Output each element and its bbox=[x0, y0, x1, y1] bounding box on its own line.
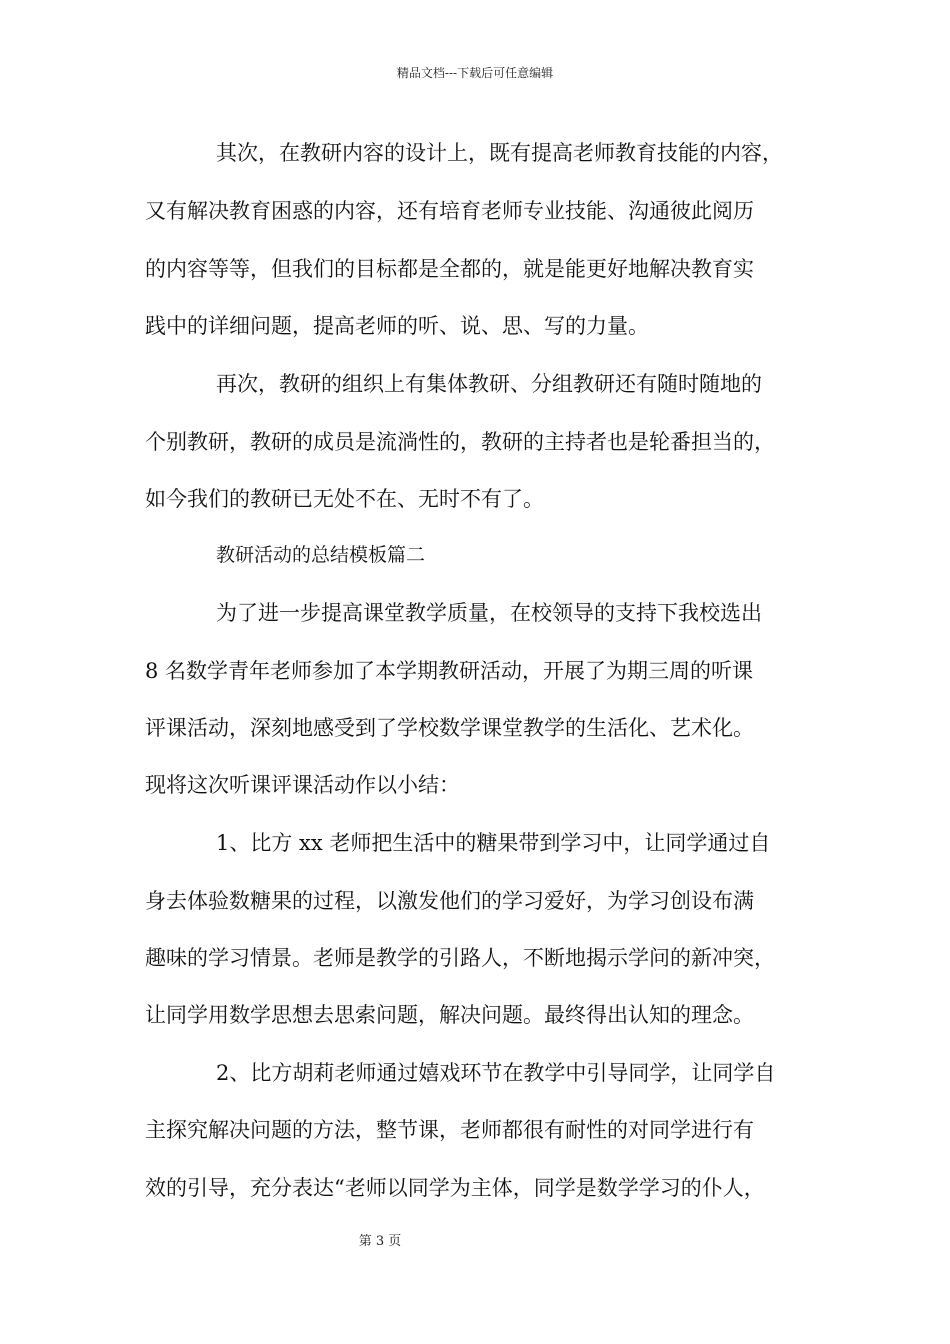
page-header: 精品文档---下载后可任意编辑 bbox=[396, 66, 554, 80]
page-number: 第 3 页 bbox=[358, 1234, 402, 1249]
